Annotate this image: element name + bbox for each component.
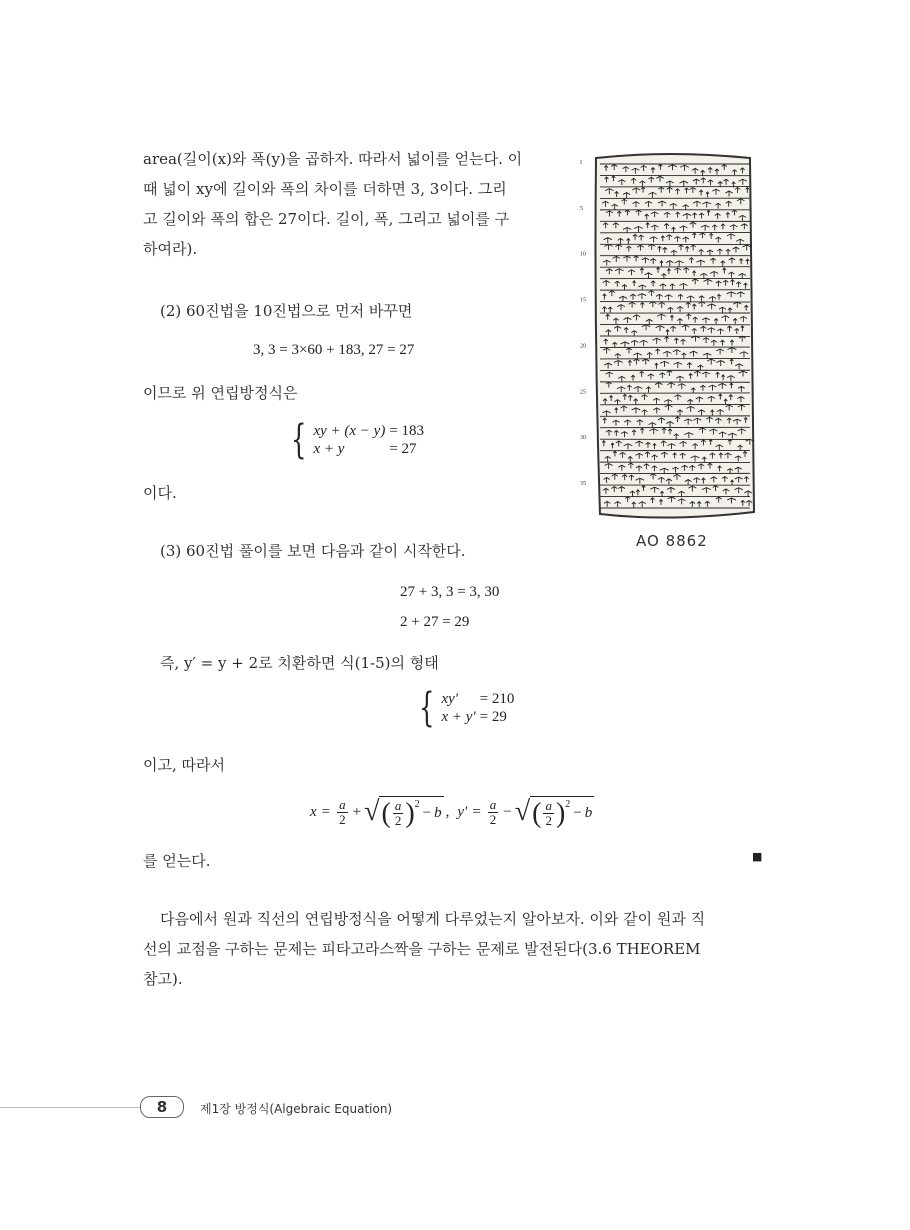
cuneiform-tablet-image (578, 152, 758, 524)
left-brace: { (291, 417, 307, 463)
tablet-line-number: 25 (580, 389, 586, 396)
page-number: 8 (140, 1096, 184, 1118)
fraction-denominator: 2 (339, 811, 346, 827)
equation-rhs: = 210 (479, 691, 515, 707)
text-line: 이고, 따라서 (143, 756, 225, 774)
equation-lhs: x + y (313, 441, 345, 457)
end-of-proof-mark: ■ (752, 850, 763, 863)
left-brace: { (419, 685, 435, 731)
text-line: 고 길이와 폭의 합은 27이다. 길이, 폭, 그리고 넓이를 구 (143, 210, 510, 228)
formula-symbol: b (434, 805, 442, 821)
text-line: 이다. (143, 484, 177, 502)
text-line: 참고). (143, 970, 183, 988)
fraction-denominator: 2 (394, 813, 402, 828)
equation-sexagesimal-1: 27 + 3, 3 = 3, 30 (400, 584, 500, 600)
equation-conversion: 3, 3 = 3×60 + 183, 27 = 27 (253, 342, 415, 358)
formula-symbol: − (422, 805, 432, 821)
equation-rhs: = 183 (389, 423, 425, 439)
tablet-line-number: 20 (580, 343, 586, 350)
step-3-heading: (3) 60진법 풀이를 보면 다음과 같이 시작한다. (160, 542, 466, 560)
equation-sexagesimal-2: 2 + 27 = 29 (400, 614, 470, 630)
formula-symbol: b (584, 805, 593, 821)
radical-sign: √ (364, 796, 380, 827)
formula-symbol: x (310, 803, 317, 820)
exponent: 2 (414, 799, 420, 810)
formula-symbol: = (472, 803, 481, 820)
text-line: 를 얻는다. (143, 852, 211, 870)
text-line: 하여라). (143, 240, 198, 258)
text-line: 선의 교점을 구하는 문제는 피타고라스짝을 구하는 문제로 발전된다(3.6 THEOREM (143, 940, 701, 958)
equation-lhs: xy + (x − y) (313, 423, 386, 439)
closing-paragraph (143, 904, 773, 994)
chapter-title: 제1장 방정식(Algebraic Equation) (200, 1102, 393, 1116)
square-root: √ ( $\frac{a}{2}$ ) $^2$ − b (514, 796, 593, 829)
fraction-numerator: a (339, 796, 346, 812)
tablet-line-number: 35 (580, 481, 586, 488)
tablet-line-number: 30 (580, 435, 586, 442)
equation-rhs: = 29 (479, 709, 507, 725)
tablet-line-number: I (580, 160, 582, 166)
fraction (488, 798, 499, 827)
tablet-line-number: 5 (580, 205, 583, 212)
step-2-heading: (2) 60진법을 10진법으로 먼저 바꾸면 (160, 302, 413, 320)
solution-formula (310, 796, 594, 828)
tablet-caption: AO 8862 (636, 532, 708, 550)
tablet-illustration (578, 152, 758, 524)
footer-rule (0, 1107, 150, 1108)
text-line: area(길이(x)와 폭(y)을 곱하자. 따라서 넓이를 얻는다. 이 (143, 150, 523, 168)
formula-symbol: y′ (457, 803, 468, 820)
square-root: √ ( $\frac{a}{2}$ ) $^2$ − b (364, 796, 442, 829)
formula-symbol: = (321, 803, 331, 820)
formula-symbol: , (445, 803, 450, 820)
formula-symbol: + (352, 803, 362, 820)
equation-system-1 (286, 417, 425, 463)
fraction (543, 799, 554, 828)
tablet-line-number: 15 (580, 297, 586, 304)
text-line: 다음에서 원과 직선의 연립방정식을 어떻게 다루었는지 알아보자. 이와 같이 원과 직 (160, 910, 706, 928)
fraction (337, 798, 348, 827)
fraction-numerator: a (545, 798, 552, 813)
fraction-denominator: 2 (545, 813, 552, 828)
text-line: 이므로 위 연립방정식은 (143, 384, 298, 402)
formula-symbol: − (503, 803, 512, 820)
radical-sign: √ (514, 796, 531, 827)
problem-statement (143, 144, 563, 264)
equation-lhs: xy′ (441, 691, 459, 707)
equation-lhs: x + y′ (441, 709, 476, 725)
formula-symbol: − (573, 805, 582, 821)
fraction (393, 799, 404, 828)
fraction-denominator: 2 (489, 811, 497, 827)
substitution-text: 즉, y′ = y + 2로 치환하면 식(1-5)의 형태 (160, 654, 439, 672)
tablet-line-number: 10 (580, 251, 586, 258)
fraction-numerator: a (394, 798, 402, 813)
text-line: 때 넓이 xy에 길이와 폭의 차이를 더하면 3, 3이다. 그리 (143, 180, 507, 198)
equation-rhs: = 27 (389, 441, 417, 457)
equation-system-2 (414, 685, 515, 731)
exponent: 2 (565, 799, 571, 810)
fraction-numerator: a (489, 796, 497, 812)
